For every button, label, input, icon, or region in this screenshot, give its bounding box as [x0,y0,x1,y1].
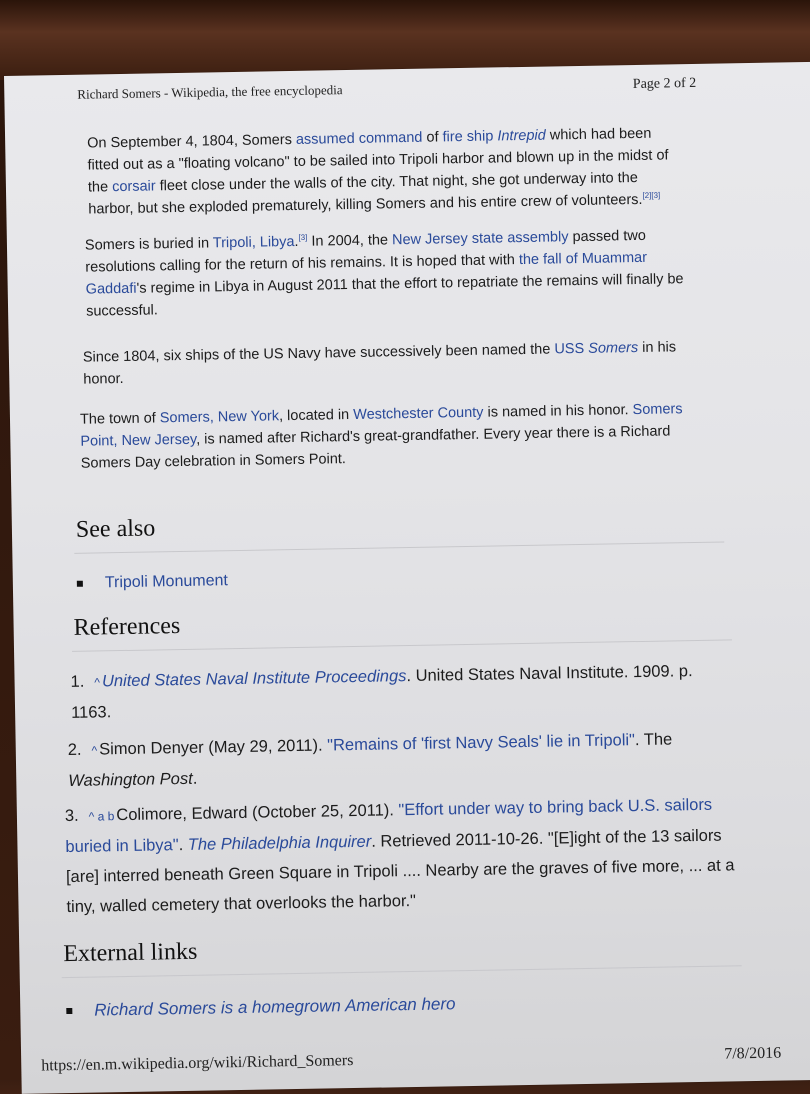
bullet-icon [66,1008,72,1014]
text: Somers is buried in [84,235,213,254]
text: , located in [278,406,354,425]
link-homegrown-hero[interactable]: Richard Somers is a homegrown American hero [94,994,456,1020]
text: Simon Denyer (May 29, 2011). [99,736,328,759]
divider [72,639,732,652]
reference-number: 2. [67,740,82,759]
list-item [66,994,456,1021]
text: . [178,835,188,855]
paragraph-ships [83,336,704,391]
footer-url: https://en.m.wikipedia.org/wiki/Richard_Somers [41,1052,354,1075]
backlink-caret[interactable]: ^ [94,675,101,690]
citation[interactable]: [3] [298,232,308,243]
paragraph-intrepid [87,122,678,220]
text: is named in his honor. [483,402,633,421]
paragraph-towns [80,398,713,475]
link-westchester[interactable]: Westchester County [353,404,484,423]
heading-see-also: See also [75,515,156,543]
link-intrepid[interactable]: Intrepid [497,127,546,145]
text: , is named after Richard's great-grandfather. Every year there is a Richard Somers Day celebration in Somers Point. [80,423,671,472]
publication: Washington Post [68,769,193,790]
text: in his honor. [83,339,677,388]
page-footer [41,1045,781,1076]
page-header [77,76,696,103]
text: In 2004, the [307,232,393,250]
reference-number: 1. [70,672,85,691]
link-somers-ny[interactable]: Somers, New York [159,408,280,427]
text: . Retrieved 2011-10-26. "[E]ight of the 13 sailors [are] interred beneath Green Square in Tripoli .... Nearby are the graves of five more, ... at a tiny, walled cemetery that overlooks the harbor." [65,826,735,917]
text: On September 4, 1804, Somers [87,131,297,152]
link-philadelphia-inquirer[interactable]: The Philadelphia Inquirer [187,832,372,854]
heading-external-links: External links [63,938,198,968]
divider [62,965,742,978]
link-somers-point[interactable]: Somers Point, New Jersey [80,401,683,450]
link-fire-ship[interactable]: fire ship [442,128,494,146]
footer-date: 7/8/2016 [724,1044,782,1063]
text: . The [634,730,673,750]
link-tripoli-libya[interactable]: Tripoli, Libya [212,233,295,252]
link-text: USS [554,340,589,358]
text: . [192,769,198,788]
link-effort-bring-back-sailors[interactable]: "Effort under way to bring back U.S. sailors buried in Libya" [65,795,713,857]
link-fall-of-gaddafi[interactable]: the fall of Muammar Gaddafi [85,249,648,298]
text: 's regime in Libya in August 2011 that the effort to repatriate the remains will finally be successful. [85,271,684,320]
backlink-caret[interactable]: ^ [91,743,98,758]
text: . [294,233,299,250]
text: which had been fitted out as a "floating volcano" to be sailed into Tripoli harbor and blown up in the midst of the [87,125,669,196]
paragraph-burial [85,224,692,323]
bullet-icon [77,581,83,587]
link-remains-navy-seals[interactable]: "Remains of 'first Navy Seals' lie in Tripoli" [327,731,636,755]
text: . United States Naval Institute. 1909. p. 1163. [70,662,693,722]
link-assumed-command[interactable]: assumed command [295,129,423,148]
heading-references: References [73,613,181,641]
text: of [422,129,443,146]
page-header-title: Richard Somers - Wikipedia, the free encyclopedia [77,82,343,102]
text: Since 1804, six ships of the US Navy have successively been named the [82,341,555,366]
text: fleet close under the walls of the city. That night, she got underway into the harbor, but she exploded prematurely, killing Somers and his entire crew of volunteers. [88,169,643,218]
link-nj-assembly[interactable]: New Jersey state assembly [391,229,569,249]
text: The town of [79,410,160,428]
reference-item [68,723,729,796]
reference-item [70,656,721,728]
backlink-caret[interactable]: ^ a b [88,809,115,824]
citation[interactable]: [2][3] [642,190,661,201]
text: passed two resolutions calling for the return of his remains. It is hoped that with [85,227,647,276]
reference-number: 3. [64,806,79,826]
reference-item [65,789,753,922]
link-uss-somers[interactable] [554,340,638,357]
link-corsair[interactable]: corsair [112,178,156,196]
text: Colimore, Edward (October 25, 2011). [116,801,399,825]
page-number: Page 2 of 2 [632,75,697,93]
link-text-italic: Somers [588,339,639,357]
list-item [77,572,228,593]
divider [74,542,724,554]
printed-page [4,62,810,1094]
link-tripoli-monument[interactable]: Tripoli Monument [104,572,229,592]
link-naval-proceedings[interactable]: United States Naval Institute Proceedings [101,667,407,691]
